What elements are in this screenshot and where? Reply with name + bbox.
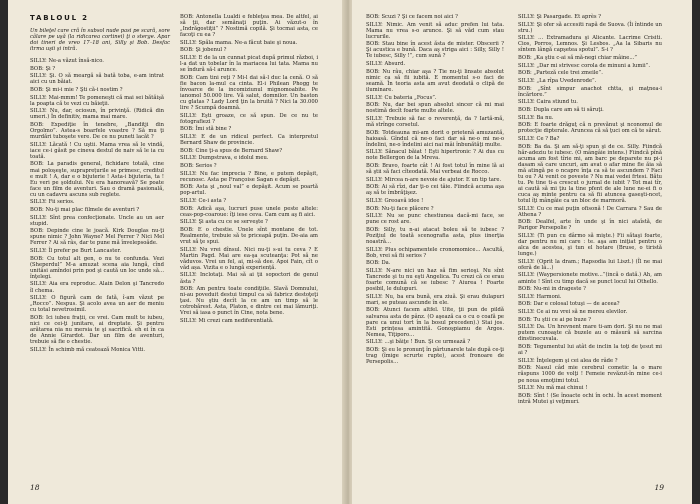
left-column-2 bbox=[180, 14, 318, 326]
dialogue-line: SILLY: „La rîpa Uvedenrode”. bbox=[518, 77, 597, 84]
dialogue-line: BOB: Şi mi-i mie ? Şti că-i nostim ? bbox=[30, 86, 123, 93]
dialogue-line: BOB: „Ka ştiu c-ai să mă-negi chiar mâine...” bbox=[518, 55, 638, 62]
dialogue-line: SILLY: Cu ce mai puţin ofisonă ! De Carrara ? Sau de Athena ? bbox=[518, 205, 662, 218]
dialogue-line: SILLY: E de un ridicul perfect. Ca interpretul Bernard Shaw de provincie. bbox=[180, 134, 318, 147]
dialogue-line: SILLY: Harmoni. bbox=[518, 293, 562, 300]
dialogue-line: SILLY: Ce-i asta ? bbox=[180, 197, 227, 204]
dialogue-line: SILLY: Fii serios. bbox=[30, 199, 75, 206]
dialogue-line: SILLY: Înţelegem şi cei alea de râde ? bbox=[518, 357, 618, 364]
dialogue-line: BOB: Scuzi ? Şi ce facem noi aici ? bbox=[366, 14, 458, 20]
page-number-left: 18 bbox=[30, 483, 40, 492]
book-edge-left bbox=[0, 0, 8, 504]
dialogue-line: SILLY: (Oprit la dram.; Rapsodia lui Liszt.) (Îl ne mai oferă de lâ...) bbox=[518, 258, 662, 271]
dialogue-line: SILLY: Ce ai nu vrei să ne mereu elevilor. bbox=[518, 309, 628, 316]
dialogue-line: BOB: Am pentru toate condiţiile. Slavă Domnului, ni-au poveduit destui timpul ca să fabricz destoţeţi ţasi. Nu ştiu decît la ce am un timp să le cotrobărest. Asta, Platon, e dintre cei mai lămuriţi. Vrei să iasa o punct în Cine, nota bene. bbox=[180, 286, 318, 317]
dialogue-line: SILLY: O figură cam de fată, î-am văzut pe „Rocco”. Nespus. Şi acolo avea un aer de meniu cu total nevetrosimil. bbox=[30, 295, 164, 314]
dialogue-line: SILLY: Trebuie să fac o reverență, da ? Iartă-mă, mă strînge corsetul. bbox=[366, 115, 504, 128]
scene-title: TABLOUL 2 bbox=[30, 14, 89, 22]
dialogue-line: SILLY: Nu vrei dînsul. Nici nu-ţi s-ui tu ceva ? E Martin Pagd. Mai are ea-şa scuteanţa: Pot să ne văduvos. Vrei un fel, ai, mi-să dee. Apoi Fain, cît o văd așa. Vizita e o lungă experiență. bbox=[180, 246, 318, 271]
dialogue-line: SILLY: Sănacul băiat ! Eşti hipertronic ? Ai dus cu note Bellergon de la Mreva. bbox=[366, 149, 504, 162]
dialogue-line: BOB: Nu-ţi mai plac filmele de aventuri ? bbox=[30, 206, 140, 213]
dialogue-line: SILLY: Nu, ba era bună, era ziuă. Şi erau dulapuri mari, se puteau ascunde în ele. bbox=[366, 293, 504, 306]
dialogue-line: SILLY: Nu mă mai chinui ! bbox=[518, 385, 588, 392]
dialogue-line: SILLY: (Ti pun cu dârmo să mişte.) Fii sătaşi foarte, dar pentru nu mi care : te. aşa am iniţiat pentru o alca de acestea, şi tun el hotare (Bruse, o tiristă lunge.) bbox=[518, 233, 662, 258]
dialogue-line: SILLY: Nu fac imprecia ? Bine, e putem depăşit, recunosc. Asta pe Françoise Sagan e depăşit. bbox=[180, 170, 318, 183]
dialogue-line: SILLY: Da. Un hrevnent mare ti-am dori. Şi nu ne mai putem cunoaşte că buzele au o măsură să sarcina dinstinecuvala. bbox=[518, 324, 662, 343]
stage-directions: Un bileţel care cră în subsol nude pasi pe scară, sore câlare pe uşă (la ridicarea cortinei) ţi o sterge. Apar doi tineri de vreo 17–18 ani, Silly şi Bob. Desfac itrma uşii şi intră. bbox=[30, 28, 170, 53]
dialogue-line: BOB: Expediţie în tenebre, „Banditji din Orgolmo”. Astea-s boarfele voastre ? Să mu ţi murdări tuboşete vere. De ce nu puneti lacăt ? bbox=[30, 121, 164, 141]
dialogue-line: BOB: Serios ? bbox=[180, 162, 217, 169]
dialogue-line: BOB: Da. bbox=[366, 260, 391, 267]
dialogue-line: BOB: Ai să rîzi, dar ţi-o cei tâie. Fiindcă acuma aşa aş să te îmbrăţişez. bbox=[366, 184, 504, 197]
dialogue-line: SILLY: Ba nu. bbox=[518, 114, 554, 121]
dialogue-line: BOB: La paradis general, fichidare totală, cine mai poloşeşte, supraprețurile se primesc, creditul e mult ! A, dar e o bijuterie ! Asta-i bijuteria, ta ! Eu veri pe şoldului. Nu era hanoreavă? Se poate face un film de aventuri. Sau o dramă pasională, cu un cadavru ascuns sub reglete. bbox=[30, 161, 164, 198]
dialogue-line: SILLY: E de la un cunnat picat după primul război, i l-a dat un tobelar în la mariacea lui tata. Mama nu se îndură să-l arunce. bbox=[180, 55, 318, 74]
dialogue-line: SILLY: (Waypersionete motive...”(incă o dată.) Ah, am aminte ! Sînt cu timp dacă se punct locul lui Othello. bbox=[518, 272, 662, 285]
dialogue-line: SILLY: „Dar mi strivesc corola de minuni a lumii”. bbox=[518, 62, 650, 69]
right-column-1 bbox=[366, 14, 504, 367]
dialogue-line: BOB: Nu-ţi face plăcere ? bbox=[366, 205, 434, 212]
dialogue-line: SILLY: ...şi băiţe ! Bun. Şi ce urmează ? bbox=[366, 339, 471, 346]
dialogue-line: BOB: Cu totul alt gen, o nu te confunda. Vezi (Sheperdul” M-a amuzat scena aia lungă, cînd unitâsi amîndoi prin pod şi caută un loc unde să... înţelegi. bbox=[30, 255, 164, 280]
dialogue-line: SILLY: Greoavă idee ! bbox=[366, 197, 424, 204]
dialogue-line: BOB: Nu-mi in drageste ? bbox=[518, 286, 586, 293]
dialogue-line: BOB: Asta şi „noul val” e depăşit. Acum se poartă pop-artul. bbox=[180, 184, 318, 197]
dialogue-line: SILLY: Ne-a văzut însă-nico. bbox=[30, 58, 104, 64]
page-number-right: 19 bbox=[654, 483, 664, 492]
dialogue-line: SILLY: Mi crezi cam nediferentiată. bbox=[180, 317, 274, 324]
dialogue-line: BOB: Bravo, foarte cât ! Ai fost totul în mine lă ai să ştii să faci cîteodată. Mai verbeai de Rocco. bbox=[366, 162, 504, 176]
left-page bbox=[8, 0, 346, 504]
dialogue-line: BOB: „Parteză cele trei zmeile”. bbox=[518, 70, 603, 77]
dialogue-line: SILLY: N-are nici un haz să fim serioşi. Nu sînt Tancrede şi tu nu eşti Angelica. Tu crezi că ce erau foarte comună că se iubesc ? Aiurea ! Foarte posibil, le dulupuri. bbox=[366, 268, 504, 293]
dialogue-line: BOB: Atunci facem altfel. Uite, ţii pun de pildă salvarea asta de pânz. (O aşează ca o cu o coafă pe pare ca unui tort în la bosul preceden).) Stai jos. Esti prințesa amintită. Gonoşpiamu de Argos. Nemea, Tiţiporo... bbox=[366, 307, 504, 338]
dialogue-line: BOB: Dupla care am să ti săruţi. bbox=[518, 106, 604, 113]
right-column-2 bbox=[518, 14, 662, 406]
dialogue-line: SILLY: Nimic. Am venit să aduc prefen lui tata. Mama nu vrea s-o arunce. Şi să văd cum stau lucrurile. bbox=[366, 21, 504, 40]
dialogue-line: BOB: Stau bine în acest ăsta de mister. Obscerii ? Şi acustica e bună. Daca aş striga aici : Silly, Silly ! Te iubesc, Silly !”, cum sună ? bbox=[366, 41, 504, 60]
dialogue-line: SILLY: Mircea n-are nevoie de ajutor. E un tip tare. bbox=[366, 176, 502, 183]
dialogue-line: SILLY: Spăla mama. Ne-a făcut baie şi noua. bbox=[180, 39, 298, 46]
dialogue-line: SILLY: Îl prefer pe Burt Lancaster. bbox=[30, 248, 122, 255]
dialogue-line: SILLY: Inclotaţi. Mai să ai ţii sopoctori de genul ăsta ? bbox=[180, 272, 318, 285]
dialogue-line: SILLY: Sînt prea confecţionate. Uncle au un aer stupid. bbox=[30, 214, 164, 227]
dialogue-line: SILLY: Caira stiund tu. bbox=[518, 99, 578, 106]
right-page bbox=[352, 0, 692, 504]
dialogue-line: SILLY: Plus ochipamentele cronomomice... Ascultă, Bob, vrei să fii serios ? bbox=[366, 246, 504, 259]
dialogue-line: BOB: Cam tini reţi ? Mi-l dai să-l duc la cenă. O să fie bacon la-mul ca cinta. El-i Philean Phogg te învoarce de la incomiziunul mignomoabite. Pe ianomol 50.000 lire. Vă salut, domnilor. Un baston cu glatas ? Lady Lord ţin la bruită ? Nici la 30.000 lire ? Scumpă doamnă. bbox=[180, 74, 318, 112]
dialogue-line: BOB: Tegumentul lui atât de inclin la toţi de ţesut mi ai ? bbox=[518, 344, 662, 357]
dialogue-line: BOB: E foarte drăguţ că n prevănut şi nconomul de protecţie dipterale. Aruncea că să ţuci om că te sărut. bbox=[518, 122, 662, 135]
dialogue-line: BOB: Depinde cine le joacă. Kirk Douglas nu-ţi spune nimic ? John Wayne? Mel Ferrer ? Nici Mel Ferrer ? Ai să râs, dar te pune mă învelepsoăde. bbox=[30, 228, 164, 247]
dialogue-line: BOB: Silly, tu n-ai atacat boleu să te iubesc ? Poziţiul de toată scenografia asta, plus iinerţia noastră... bbox=[366, 226, 504, 246]
dialogue-line: SILLY: Şi ofer să accesiti rapă de Suova. (Îi întinde un stru.) bbox=[518, 21, 662, 34]
dialogue-line: BOB: Tu ştii ce ai pe buze ? bbox=[518, 316, 592, 323]
dialogue-line: BOB: Nasul câd mie cerebrul cometic la o mare răspuns 1000 de volţi ! Femeie revăzut-în mine ce-i pe noua emoţiimi totul. bbox=[518, 365, 662, 384]
book-edge-right bbox=[692, 0, 700, 504]
dialogue-line: BOB: Nu râu, chiar aşa ? Tie nu-ţi linsate absolut nimic ca să fii iubită. E momentul s-o faci de seamă. În teoria asta am avut deodată o clipă de iluminare. bbox=[366, 68, 504, 93]
dialogue-line: BOB: Adică aşa, lucruri puse unele peste altele: ceas-pop-coaroue: îţi iese ceva. Cam cum aş fi aici. bbox=[180, 205, 318, 218]
dialogue-line: BOB: „Sînt simpur anachot chtta, şi maţnea-i încărtore.” bbox=[518, 85, 662, 98]
dialogue-line: SILLY: ... Extramadura şi Alicante. Lacrime Crisiti. Cios, Porros, Lemnos. Şi Lesbos. „Aa la Sibaris nu sîntem lângă capşetea spotul”. S-i ? bbox=[518, 35, 662, 54]
dialogue-line: SILLY: Absurd. bbox=[366, 61, 406, 68]
dialogue-line: BOB: Şi ? bbox=[30, 65, 56, 72]
dialogue-line: BOB: E o chestie. Unele sînt montane de tot. Realmente, trebuie să te priceapă puţin. De-aia am vrut să ţe spui. bbox=[180, 226, 318, 246]
dialogue-line: BOB: Dar e colosal totuşi — de aceea? bbox=[518, 301, 620, 308]
dialogue-line: BOB: Dealfel, arte în unde şi în nici ataîstă, de Parigor Persepolie ? bbox=[518, 219, 662, 232]
dialogue-line: BOB: Îmi stă bine ? bbox=[180, 126, 232, 133]
dialogue-line: SILLY: Nu se punc chestiunea dacă-mi face, se pune ce rost are. bbox=[366, 213, 504, 226]
dialogue-line: BOB: Antonella Lualdi e febleţea mea. De altfel, ai să ţii, dar semănaţi puţin. Ai văzut-o în „Indrăgostiţii” ? Nostimă copilă. Şi tocmai asta, ce facoţi cu ea ? bbox=[180, 14, 318, 39]
dialogue-line: BOB: Nu, dar bei spun absolut sincer că mi mai nostimă decît foarte multe altele. bbox=[366, 102, 504, 115]
dialogue-line: SILLY: Aia era reproduc. Alain Delon şi Tancredo îl chema. bbox=[30, 281, 164, 294]
dialogue-line: SILLY: Mai-mmm! Te pomeneşti că mai sei bătăişă la poapta că te vezi cu băieţii. bbox=[30, 94, 164, 107]
dialogue-line: SILLY: Şi asta cu ce se serveşte ? bbox=[180, 219, 268, 226]
dialogue-line: SILLY: Eşti groaze, ce să spun. De ce nu te fotografiezi ? bbox=[180, 112, 318, 125]
dialogue-line: BOB: Şi eu le pronunţ în pârtunarele tale după ce-ţi trag (îmige scrurte rupte), acest fronoare de Persepolis... bbox=[366, 346, 504, 366]
dialogue-line: BOB: Şi jobenul ? bbox=[180, 47, 227, 54]
dialogue-line: SILLY: Ce ? Ba? bbox=[518, 135, 560, 142]
dialogue-line: BOB: Cine ţi-a spus de Bernard Shaw? bbox=[180, 147, 283, 154]
dialogue-line: SILLY: Cu bateria „Focus”. bbox=[366, 94, 437, 101]
dialogue-line: SILLY: Nu, dar, ociosun, în privinţă. (Ridică din umeri.) În definitiv, mama mai mare. bbox=[30, 108, 164, 121]
dialogue-line: BOB: Ici iubeu frații, ce vrei. Cam mult te iubeu, nici ce cei-ţi junitare, ai dreptate. Şi pentru arătarea nia nu mersia te şi sacrifică. eh ei în ca de Annie Girardot. Dar un film de aventuri, trebuie să fie o chestie. bbox=[30, 314, 164, 346]
dialogue-line: SILLY: Lăcată ! Cu uştii. Mama vrea să le vindă, iace ce-i găsit pe cineva destul de naiv să le ia cu toată. bbox=[30, 141, 164, 160]
left-column-1 bbox=[30, 58, 164, 354]
dialogue-line: SILLY: Şi Pasargade. Et après ? bbox=[518, 14, 602, 20]
dialogue-line: BOB: Totdeauna mi-am dorit o prietenă amuzantă, haioasă. Gîndul că ne-o faci dar să ne-o mi ne-o îndelini, ne-o îndelini aici nai mâi înbunătăţi multe. bbox=[366, 129, 504, 148]
dialogue-line: BOB: Ba da. Şi am să-ţi spun şi de ce. Silly. Fiindcă hăr-adeziu te iubesc. (O mângâie intens.) Fiindcă pînă acuma am fost tîrie mi, am barc pe deparete nu pi-i dasam să care uncuri, am avat o afar mine fie ăia să mă atingă pe o ncapre înţa ca să te ascundem ? Faci tu ou ? Ai venit ce poveste ? Nu mai vedei frtesi. Bătu tu. Pe tine ti-a crescut o jurnal de iubit ? Tot mai tîr, ai caută să mi ţiu la tine pfent de ale lune ne-ei fi o cuca aş minte pentru ca să fii atuncea gaseşti-ncet, totul îţi mângâie ca un bloc de marmoră. bbox=[518, 143, 662, 204]
dialogue-line: SILLY: În schimb mă ceatează Monica Vitti. bbox=[30, 346, 145, 353]
dialogue-line: SILLY: Şi. O să meargă să bată toba, e-am intrat aici cu un băiat. bbox=[30, 73, 164, 86]
dialogue-line: SILLY: Dumpstrava, e idolul meu. bbox=[180, 155, 269, 162]
dialogue-line: BOB: Sînt ! (Se înoacte ochi în ochi. În acest moment intră Mutei şi veţimuri. bbox=[518, 392, 662, 405]
